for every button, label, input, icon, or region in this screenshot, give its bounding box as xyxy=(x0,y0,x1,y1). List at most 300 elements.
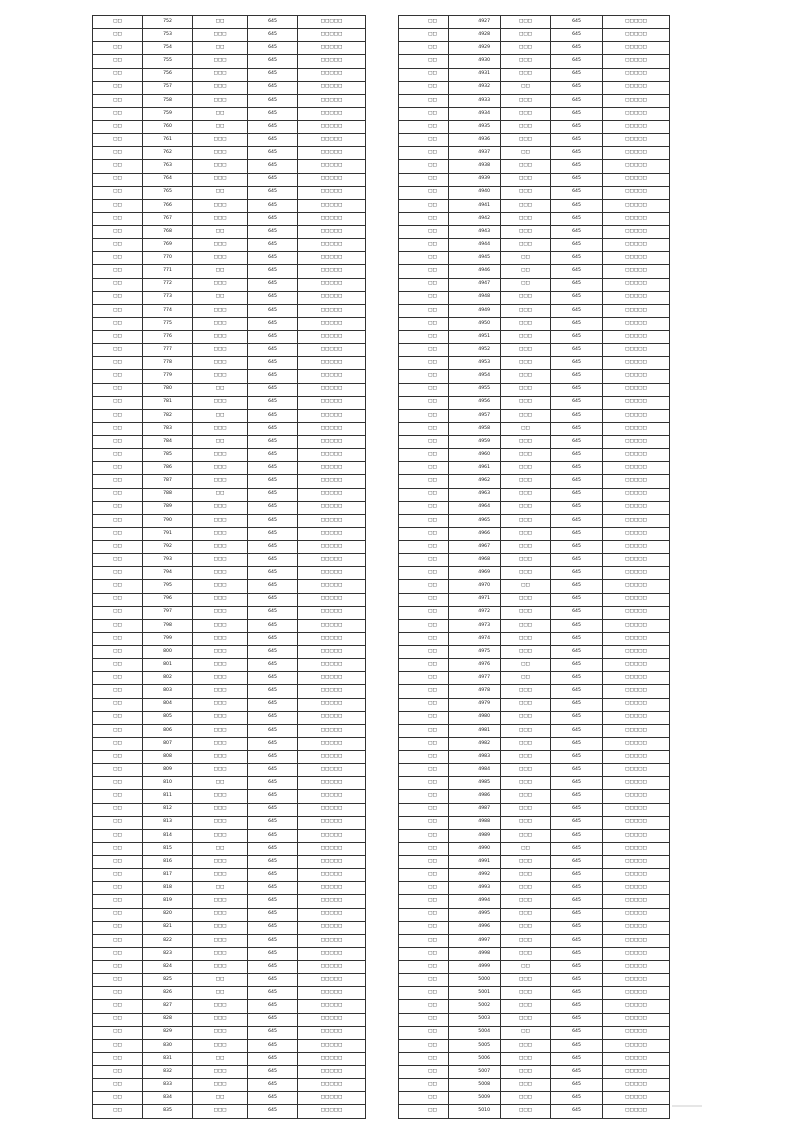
region-cell: □□ xyxy=(93,436,143,449)
table-row xyxy=(399,422,670,435)
left-table-body xyxy=(93,16,366,1119)
name-cell: □□□ xyxy=(501,304,551,317)
score-cell: 645 xyxy=(551,816,603,829)
right-table xyxy=(398,15,670,1119)
status-cell: □□□□□ xyxy=(298,357,366,370)
seq-cell: 4949 xyxy=(449,304,501,317)
name-cell: □□□ xyxy=(501,239,551,252)
seq-cell: 4994 xyxy=(449,895,501,908)
region-cell: □□ xyxy=(93,685,143,698)
name-cell: □□□ xyxy=(501,199,551,212)
status-cell: □□□□□ xyxy=(298,961,366,974)
name-cell: □□□ xyxy=(193,908,248,921)
seq-cell: 790 xyxy=(143,514,193,527)
table-row xyxy=(399,409,670,422)
score-cell: 645 xyxy=(551,370,603,383)
name-cell: □□ xyxy=(193,436,248,449)
status-cell: □□□□□ xyxy=(298,685,366,698)
table-row xyxy=(399,331,670,344)
status-cell: □□□□□ xyxy=(603,252,670,265)
table-row xyxy=(93,134,366,147)
score-cell: 645 xyxy=(248,816,298,829)
name-cell: □□□ xyxy=(501,541,551,554)
table-row xyxy=(399,698,670,711)
score-cell: 645 xyxy=(551,527,603,540)
name-cell: □□□ xyxy=(193,1066,248,1079)
status-cell: □□□□□ xyxy=(298,829,366,842)
score-cell: 645 xyxy=(248,514,298,527)
table-row xyxy=(399,619,670,632)
score-cell: 645 xyxy=(248,921,298,934)
status-cell: □□□□□ xyxy=(603,974,670,987)
status-cell: □□□□□ xyxy=(603,186,670,199)
seq-cell: 819 xyxy=(143,895,193,908)
name-cell: □□□ xyxy=(193,1079,248,1092)
region-cell: □□ xyxy=(399,724,449,737)
score-cell: 645 xyxy=(551,317,603,330)
region-cell: □□ xyxy=(93,1039,143,1052)
status-cell: □□□□□ xyxy=(603,212,670,225)
table-row xyxy=(399,869,670,882)
name-cell: □□ xyxy=(193,107,248,120)
seq-cell: 769 xyxy=(143,239,193,252)
score-cell: 645 xyxy=(551,173,603,186)
name-cell: □□ xyxy=(501,252,551,265)
region-cell: □□ xyxy=(399,816,449,829)
region-cell: □□ xyxy=(399,842,449,855)
seq-cell: 761 xyxy=(143,134,193,147)
table-row xyxy=(93,396,366,409)
status-cell: □□□□□ xyxy=(298,42,366,55)
score-cell: 645 xyxy=(551,199,603,212)
region-cell: □□ xyxy=(399,908,449,921)
status-cell: □□□□□ xyxy=(298,606,366,619)
seq-cell: 762 xyxy=(143,147,193,160)
status-cell: □□□□□ xyxy=(298,672,366,685)
seq-cell: 759 xyxy=(143,107,193,120)
region-cell: □□ xyxy=(93,869,143,882)
status-cell: □□□□□ xyxy=(298,580,366,593)
score-cell: 645 xyxy=(551,501,603,514)
status-cell: □□□□□ xyxy=(603,409,670,422)
table-row xyxy=(399,934,670,947)
score-cell: 645 xyxy=(551,790,603,803)
status-cell: □□□□□ xyxy=(298,790,366,803)
score-cell: 645 xyxy=(551,829,603,842)
region-cell: □□ xyxy=(93,554,143,567)
name-cell: □□□ xyxy=(193,619,248,632)
table-row xyxy=(399,593,670,606)
region-cell: □□ xyxy=(399,1039,449,1052)
table-row xyxy=(399,449,670,462)
status-cell: □□□□□ xyxy=(298,1000,366,1013)
region-cell: □□ xyxy=(399,1052,449,1065)
status-cell: □□□□□ xyxy=(603,160,670,173)
status-cell: □□□□□ xyxy=(603,1066,670,1079)
seq-cell: 820 xyxy=(143,908,193,921)
table-row xyxy=(93,147,366,160)
table-row xyxy=(399,29,670,42)
region-cell: □□ xyxy=(93,961,143,974)
region-cell: □□ xyxy=(93,370,143,383)
seq-cell: 795 xyxy=(143,580,193,593)
status-cell: □□□□□ xyxy=(603,724,670,737)
score-cell: 645 xyxy=(248,987,298,1000)
status-cell: □□□□□ xyxy=(298,619,366,632)
seq-cell: 779 xyxy=(143,370,193,383)
table-row xyxy=(93,186,366,199)
name-cell: □□ xyxy=(193,265,248,278)
table-row xyxy=(93,462,366,475)
score-cell: 645 xyxy=(248,409,298,422)
name-cell: □□□ xyxy=(193,396,248,409)
name-cell: □□□ xyxy=(501,974,551,987)
score-cell: 645 xyxy=(248,659,298,672)
status-cell: □□□□□ xyxy=(298,987,366,1000)
right-table-body xyxy=(399,16,670,1119)
name-cell: □□□ xyxy=(193,212,248,225)
score-cell: 645 xyxy=(551,226,603,239)
status-cell: □□□□□ xyxy=(298,107,366,120)
region-cell: □□ xyxy=(93,1066,143,1079)
seq-cell: 808 xyxy=(143,751,193,764)
region-cell: □□ xyxy=(93,711,143,724)
score-cell: 645 xyxy=(551,304,603,317)
region-cell: □□ xyxy=(399,659,449,672)
status-cell: □□□□□ xyxy=(603,396,670,409)
seq-cell: 4971 xyxy=(449,593,501,606)
name-cell: □□□ xyxy=(501,737,551,750)
status-cell: □□□□□ xyxy=(603,357,670,370)
status-cell: □□□□□ xyxy=(603,751,670,764)
region-cell: □□ xyxy=(93,856,143,869)
score-cell: 645 xyxy=(551,383,603,396)
seq-cell: 786 xyxy=(143,462,193,475)
status-cell: □□□□□ xyxy=(298,55,366,68)
seq-cell: 764 xyxy=(143,173,193,186)
region-cell: □□ xyxy=(399,344,449,357)
region-cell: □□ xyxy=(399,160,449,173)
region-cell: □□ xyxy=(93,396,143,409)
table-row xyxy=(93,344,366,357)
name-cell: □□ xyxy=(193,291,248,304)
score-cell: 645 xyxy=(248,1105,298,1118)
status-cell: □□□□□ xyxy=(298,488,366,501)
name-cell: □□□ xyxy=(193,94,248,107)
table-row xyxy=(399,1105,670,1118)
seq-cell: 782 xyxy=(143,409,193,422)
name-cell: □□□ xyxy=(193,816,248,829)
table-row xyxy=(399,357,670,370)
status-cell: □□□□□ xyxy=(603,606,670,619)
table-row xyxy=(399,501,670,514)
seq-cell: 5001 xyxy=(449,987,501,1000)
name-cell: □□□ xyxy=(501,632,551,645)
status-cell: □□□□□ xyxy=(298,449,366,462)
name-cell: □□□ xyxy=(501,698,551,711)
status-cell: □□□□□ xyxy=(603,55,670,68)
score-cell: 645 xyxy=(551,1013,603,1026)
status-cell: □□□□□ xyxy=(603,291,670,304)
score-cell: 645 xyxy=(248,278,298,291)
score-cell: 645 xyxy=(551,160,603,173)
region-cell: □□ xyxy=(399,449,449,462)
region-cell: □□ xyxy=(399,357,449,370)
region-cell: □□ xyxy=(399,265,449,278)
status-cell: □□□□□ xyxy=(603,554,670,567)
seq-cell: 4953 xyxy=(449,357,501,370)
table-row xyxy=(93,422,366,435)
seq-cell: 4972 xyxy=(449,606,501,619)
seq-cell: 766 xyxy=(143,199,193,212)
name-cell: □□ xyxy=(501,81,551,94)
seq-cell: 4974 xyxy=(449,632,501,645)
region-cell: □□ xyxy=(93,632,143,645)
name-cell: □□□ xyxy=(193,764,248,777)
name-cell: □□□ xyxy=(193,252,248,265)
score-cell: 645 xyxy=(551,488,603,501)
region-cell: □□ xyxy=(93,580,143,593)
score-cell: 645 xyxy=(248,1052,298,1065)
name-cell: □□□ xyxy=(193,173,248,186)
score-cell: 645 xyxy=(551,724,603,737)
name-cell: □□□ xyxy=(193,1026,248,1039)
table-row xyxy=(399,895,670,908)
region-cell: □□ xyxy=(93,816,143,829)
table-row xyxy=(93,1013,366,1026)
score-cell: 645 xyxy=(248,1092,298,1105)
score-cell: 645 xyxy=(248,869,298,882)
region-cell: □□ xyxy=(399,16,449,29)
score-cell: 645 xyxy=(551,882,603,895)
status-cell: □□□□□ xyxy=(603,803,670,816)
table-row xyxy=(93,488,366,501)
status-cell: □□□□□ xyxy=(298,921,366,934)
seq-cell: 5009 xyxy=(449,1092,501,1105)
name-cell: □□□ xyxy=(501,856,551,869)
table-row xyxy=(93,961,366,974)
table-row xyxy=(399,239,670,252)
region-cell: □□ xyxy=(399,1079,449,1092)
region-cell: □□ xyxy=(399,514,449,527)
name-cell: □□□ xyxy=(193,580,248,593)
seq-cell: 807 xyxy=(143,737,193,750)
region-cell: □□ xyxy=(399,711,449,724)
score-cell: 645 xyxy=(551,619,603,632)
seq-cell: 4977 xyxy=(449,672,501,685)
region-cell: □□ xyxy=(399,803,449,816)
table-row xyxy=(399,317,670,330)
name-cell: □□□ xyxy=(193,1013,248,1026)
name-cell: □□□ xyxy=(193,1000,248,1013)
score-cell: 645 xyxy=(248,554,298,567)
name-cell: □□□ xyxy=(501,449,551,462)
table-row xyxy=(93,803,366,816)
name-cell: □□□ xyxy=(501,1013,551,1026)
score-cell: 645 xyxy=(248,239,298,252)
status-cell: □□□□□ xyxy=(298,462,366,475)
seq-cell: 830 xyxy=(143,1039,193,1052)
seq-cell: 793 xyxy=(143,554,193,567)
region-cell: □□ xyxy=(399,68,449,81)
name-cell: □□□ xyxy=(193,921,248,934)
status-cell: □□□□□ xyxy=(603,68,670,81)
table-row xyxy=(93,252,366,265)
score-cell: 645 xyxy=(248,1079,298,1092)
score-cell: 645 xyxy=(248,370,298,383)
score-cell: 645 xyxy=(248,803,298,816)
corner-mark xyxy=(672,1098,702,1108)
score-cell: 645 xyxy=(551,1026,603,1039)
region-cell: □□ xyxy=(399,422,449,435)
name-cell: □□□ xyxy=(193,344,248,357)
score-cell: 645 xyxy=(248,737,298,750)
table-row xyxy=(93,475,366,488)
score-cell: 645 xyxy=(551,16,603,29)
table-row xyxy=(93,278,366,291)
region-cell: □□ xyxy=(399,1066,449,1079)
name-cell: □□ xyxy=(501,265,551,278)
status-cell: □□□□□ xyxy=(603,659,670,672)
seq-cell: 4983 xyxy=(449,751,501,764)
score-cell: 645 xyxy=(248,567,298,580)
name-cell: □□□ xyxy=(193,856,248,869)
seq-cell: 4933 xyxy=(449,94,501,107)
table-row xyxy=(399,777,670,790)
score-cell: 645 xyxy=(551,94,603,107)
name-cell: □□□ xyxy=(501,1079,551,1092)
table-row xyxy=(93,882,366,895)
status-cell: □□□□□ xyxy=(603,829,670,842)
seq-cell: 818 xyxy=(143,882,193,895)
status-cell: □□□□□ xyxy=(298,1092,366,1105)
name-cell: □□□ xyxy=(501,357,551,370)
status-cell: □□□□□ xyxy=(603,107,670,120)
seq-cell: 4991 xyxy=(449,856,501,869)
seq-cell: 765 xyxy=(143,186,193,199)
seq-cell: 4945 xyxy=(449,252,501,265)
table-row xyxy=(93,816,366,829)
region-cell: □□ xyxy=(93,974,143,987)
name-cell: □□□ xyxy=(501,514,551,527)
name-cell: □□□ xyxy=(501,593,551,606)
status-cell: □□□□□ xyxy=(603,895,670,908)
name-cell: □□□ xyxy=(501,317,551,330)
name-cell: □□□ xyxy=(501,764,551,777)
seq-cell: 831 xyxy=(143,1052,193,1065)
region-cell: □□ xyxy=(399,1000,449,1013)
table-row xyxy=(399,764,670,777)
score-cell: 645 xyxy=(551,1092,603,1105)
seq-cell: 4947 xyxy=(449,278,501,291)
table-row xyxy=(93,317,366,330)
table-row xyxy=(399,68,670,81)
name-cell: □□ xyxy=(193,777,248,790)
region-cell: □□ xyxy=(399,947,449,960)
status-cell: □□□□□ xyxy=(298,396,366,409)
table-row xyxy=(399,252,670,265)
score-cell: 645 xyxy=(551,632,603,645)
name-cell: □□□ xyxy=(501,370,551,383)
seq-cell: 4982 xyxy=(449,737,501,750)
score-cell: 645 xyxy=(551,331,603,344)
seq-cell: 4970 xyxy=(449,580,501,593)
table-row xyxy=(399,436,670,449)
seq-cell: 800 xyxy=(143,646,193,659)
status-cell: □□□□□ xyxy=(298,737,366,750)
status-cell: □□□□□ xyxy=(298,934,366,947)
table-row xyxy=(93,304,366,317)
region-cell: □□ xyxy=(399,186,449,199)
seq-cell: 823 xyxy=(143,947,193,960)
table-row xyxy=(399,751,670,764)
seq-cell: 826 xyxy=(143,987,193,1000)
table-row xyxy=(399,291,670,304)
name-cell: □□ xyxy=(193,1092,248,1105)
seq-cell: 4975 xyxy=(449,646,501,659)
seq-cell: 4944 xyxy=(449,239,501,252)
seq-cell: 4989 xyxy=(449,829,501,842)
table-row xyxy=(399,947,670,960)
name-cell: □□ xyxy=(193,974,248,987)
score-cell: 645 xyxy=(248,974,298,987)
table-row xyxy=(93,501,366,514)
name-cell: □□ xyxy=(193,42,248,55)
score-cell: 645 xyxy=(248,436,298,449)
score-cell: 645 xyxy=(551,554,603,567)
name-cell: □□□ xyxy=(501,409,551,422)
region-cell: □□ xyxy=(93,921,143,934)
seq-cell: 4935 xyxy=(449,121,501,134)
table-row xyxy=(93,580,366,593)
score-cell: 645 xyxy=(248,724,298,737)
score-cell: 645 xyxy=(248,829,298,842)
seq-cell: 4995 xyxy=(449,908,501,921)
table-row xyxy=(399,1052,670,1065)
name-cell: □□□ xyxy=(501,383,551,396)
region-cell: □□ xyxy=(93,121,143,134)
table-row xyxy=(93,409,366,422)
name-cell: □□ xyxy=(193,1052,248,1065)
table-row xyxy=(93,619,366,632)
name-cell: □□□ xyxy=(193,501,248,514)
name-cell: □□□ xyxy=(501,869,551,882)
region-cell: □□ xyxy=(93,567,143,580)
seq-cell: 4980 xyxy=(449,711,501,724)
name-cell: □□□ xyxy=(193,934,248,947)
name-cell: □□□ xyxy=(193,55,248,68)
seq-cell: 4997 xyxy=(449,934,501,947)
score-cell: 645 xyxy=(551,475,603,488)
table-row xyxy=(93,974,366,987)
name-cell: □□ xyxy=(193,488,248,501)
seq-cell: 760 xyxy=(143,121,193,134)
score-cell: 645 xyxy=(551,409,603,422)
name-cell: □□□ xyxy=(501,501,551,514)
region-cell: □□ xyxy=(399,751,449,764)
score-cell: 645 xyxy=(248,777,298,790)
table-row xyxy=(399,107,670,120)
seq-cell: 4950 xyxy=(449,317,501,330)
seq-cell: 813 xyxy=(143,816,193,829)
seq-cell: 815 xyxy=(143,842,193,855)
name-cell: □□□ xyxy=(193,567,248,580)
region-cell: □□ xyxy=(399,317,449,330)
region-cell: □□ xyxy=(93,186,143,199)
score-cell: 645 xyxy=(248,160,298,173)
score-cell: 645 xyxy=(551,239,603,252)
seq-cell: 775 xyxy=(143,317,193,330)
